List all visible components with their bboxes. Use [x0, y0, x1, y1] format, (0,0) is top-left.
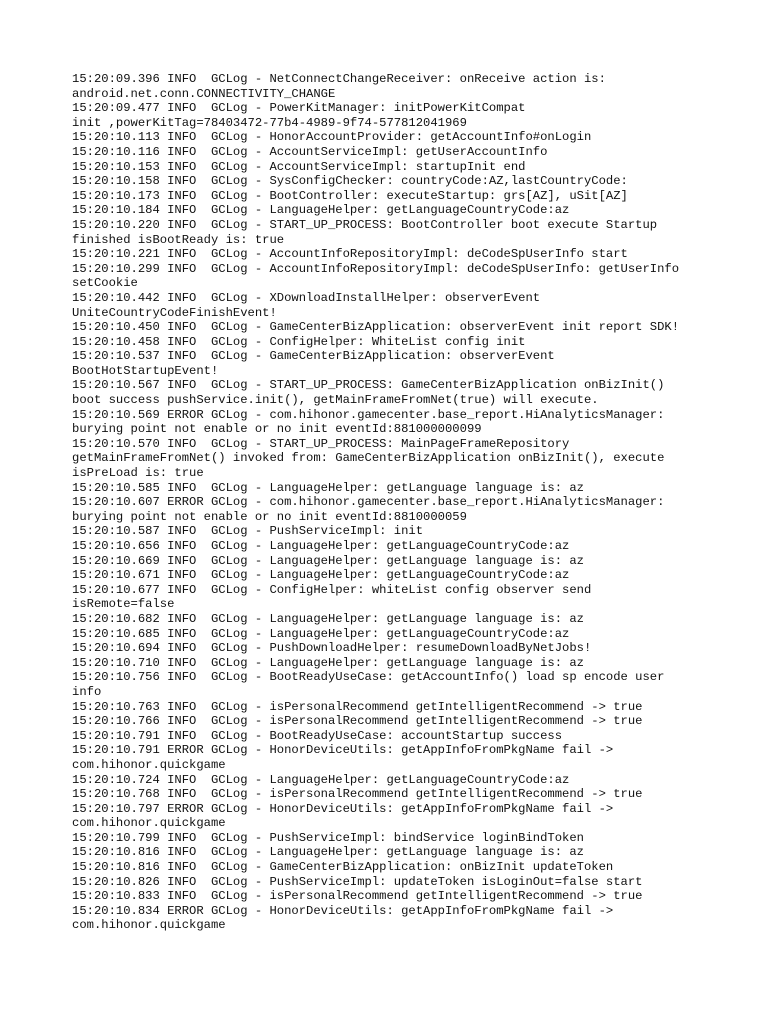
- log-line: 15:20:10.158 INFO GCLog - SysConfigChecker: countryCode:AZ,lastCountryCode:: [72, 174, 628, 189]
- log-line: 15:20:10.458 INFO GCLog - ConfigHelper: WhiteList config init: [72, 334, 526, 349]
- log-line: 15:20:10.791 INFO GCLog - BootReadyUseCase: accountStartup success: [72, 728, 563, 743]
- log-line: 15:20:10.677 INFO GCLog - ConfigHelper: whiteList config observer send isRemote=false: [72, 582, 592, 612]
- log-line: 15:20:10.585 INFO GCLog - LanguageHelper: getLanguage language is: az: [72, 480, 584, 495]
- log-line: 15:20:10.671 INFO GCLog - LanguageHelper: getLanguageCountryCode:az: [72, 568, 570, 583]
- log-line: 15:20:10.833 INFO GCLog - isPersonalRecommend getIntelligentRecommend -> true: [72, 889, 643, 904]
- log-line: 15:20:10.656 INFO GCLog - LanguageHelper: getLanguageCountryCode:az: [72, 539, 570, 553]
- log-line: 15:20:10.768 INFO GCLog - isPersonalRecommend getIntelligentRecommend -> true: [72, 787, 643, 802]
- log-line: 15:20:10.766 INFO GCLog - isPersonalRecommend getIntelligentRecommend -> true: [72, 714, 643, 729]
- log-line: 15:20:10.221 INFO GCLog - AccountInfoRepositoryImpl: deCodeSpUserInfo start: [72, 247, 628, 262]
- log-line: 15:20:10.153 INFO GCLog - AccountServiceImpl: startupInit end: [72, 159, 526, 174]
- log-line: 15:20:10.220 INFO GCLog - START_UP_PROCESS: BootController boot execute Startup finished isBootReady is: true: [72, 217, 658, 247]
- log-line: 15:20:10.567 INFO GCLog - START_UP_PROCESS: GameCenterBizApplication onBizInit() boot success pushService.init(), getMainFrameFromNet(true) will execute.: [72, 378, 665, 408]
- log-document: [72, 72, 712, 933]
- log-line: 15:20:10.694 INFO GCLog - PushDownloadHelper: resumeDownloadByNetJobs!: [72, 641, 592, 656]
- log-line: 15:20:10.826 INFO GCLog - PushServiceImpl: updateToken isLoginOut=false start: [72, 874, 643, 889]
- log-line: 15:20:10.816 INFO GCLog - LanguageHelper: getLanguage language is: az: [72, 845, 584, 860]
- log-line: 15:20:10.607 ERROR GCLog - com.hihonor.gamecenter.base_report.HiAnalyticsManager: burying point not enable or no init eventId:8810000059: [72, 495, 665, 524]
- log-line: 15:20:10.569 ERROR GCLog - com.hihonor.gamecenter.base_report.HiAnalyticsManager: burying point not enable or no init eventId:881000000099: [72, 407, 665, 437]
- log-line: 15:20:10.537 INFO GCLog - GameCenterBizApplication: observerEvent BootHotStartupEvent!: [72, 349, 555, 378]
- log-line: 15:20:10.816 INFO GCLog - GameCenterBizApplication: onBizInit updateToken: [72, 860, 614, 875]
- log-line: 15:20:10.791 ERROR GCLog - HonorDeviceUtils: getAppInfoFromPkgName fail -> com.hihonor.quickgame: [72, 743, 614, 772]
- log-line: 15:20:10.834 ERROR GCLog - HonorDeviceUtils: getAppInfoFromPkgName fail -> com.hihonor.quickgame: [72, 903, 614, 933]
- log-line: 15:20:10.710 INFO GCLog - LanguageHelper: getLanguage language is: az: [72, 655, 584, 670]
- log-line: 15:20:10.685 INFO GCLog - LanguageHelper: getLanguageCountryCode:az: [72, 626, 570, 641]
- log-line: 15:20:10.763 INFO GCLog - isPersonalRecommend getIntelligentRecommend -> true: [72, 699, 643, 714]
- log-line: 15:20:10.173 INFO GCLog - BootController: executeStartup: grs[AZ], uSit[AZ]: [72, 188, 628, 203]
- log-line: 15:20:09.477 INFO GCLog - PowerKitManager: initPowerKitCompat init ,powerKitTag=78403472-77b4-4989-9f74-577812041969: [72, 101, 526, 130]
- log-line: 15:20:10.113 INFO GCLog - HonorAccountProvider: getAccountInfo#onLogin: [72, 130, 592, 145]
- log-line: 15:20:10.442 INFO GCLog - XDownloadInstallHelper: observerEvent UniteCountryCodeFinishEvent!: [72, 290, 541, 320]
- log-line: 15:20:10.682 INFO GCLog - LanguageHelper: getLanguage language is: az: [72, 611, 584, 626]
- log-line: 15:20:09.396 INFO GCLog - NetConnectChangeReceiver: onReceive action is: android.net.conn.CONNECTIVITY_CHANGE: [72, 72, 606, 101]
- log-line: 15:20:10.799 INFO GCLog - PushServiceImpl: bindService loginBindToken: [72, 830, 584, 845]
- log-line: 15:20:10.570 INFO GCLog - START_UP_PROCESS: MainPageFrameRepository getMainFrameFromNet() invoked from: GameCenterBizApplication onBizInit(), execute isPreLoad is: true: [72, 436, 665, 481]
- log-line: 15:20:10.450 INFO GCLog - GameCenterBizApplication: observerEvent init report SDK!: [72, 320, 680, 335]
- log-line: 15:20:10.756 INFO GCLog - BootReadyUseCase: getAccountInfo() load sp encode user info: [72, 670, 665, 699]
- log-line: 15:20:10.797 ERROR GCLog - HonorDeviceUtils: getAppInfoFromPkgName fail -> com.hihonor.quickgame: [72, 801, 614, 831]
- log-line: 15:20:10.587 INFO GCLog - PushServiceImpl: init: [72, 524, 424, 539]
- log-line: 15:20:10.669 INFO GCLog - LanguageHelper: getLanguage language is: az: [72, 553, 584, 568]
- log-line: 15:20:10.299 INFO GCLog - AccountInfoRepositoryImpl: deCodeSpUserInfo: getUserInfo setCookie: [72, 261, 680, 291]
- log-line: 15:20:10.184 INFO GCLog - LanguageHelper: getLanguageCountryCode:az: [72, 203, 570, 218]
- log-line: 15:20:10.724 INFO GCLog - LanguageHelper: getLanguageCountryCode:az: [72, 772, 570, 787]
- log-line: 15:20:10.116 INFO GCLog - AccountServiceImpl: getUserAccountInfo: [72, 144, 548, 159]
